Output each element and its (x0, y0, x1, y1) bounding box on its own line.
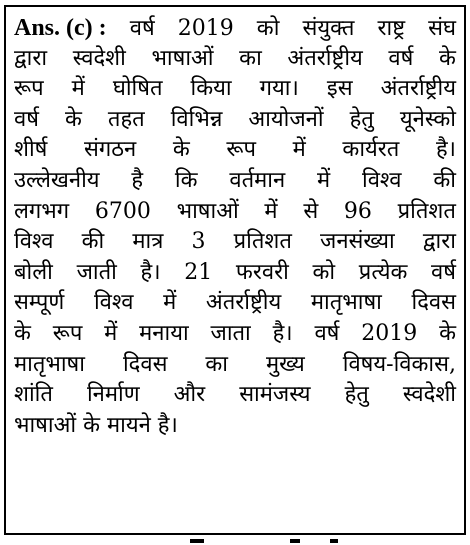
answer-word: स्वदेशी (402, 382, 456, 408)
answer-word: से (303, 198, 319, 224)
answer-word: प्रतिशत (233, 229, 292, 255)
answer-word: विश्व (93, 290, 134, 316)
answer-word: के (14, 320, 31, 346)
answer-line-14 (14, 411, 456, 442)
answer-word: 21 (184, 259, 213, 285)
answer-line-12 (14, 350, 456, 381)
answer-word: प्रतिशत (397, 198, 456, 224)
answer-word: बोली (14, 259, 53, 285)
answer-word: है। (435, 137, 456, 163)
answer-box (4, 5, 466, 535)
answer-line-10 (14, 288, 456, 319)
answer-word: मायने (106, 412, 151, 438)
answer-word: में (163, 290, 177, 316)
answer-word: है। (140, 259, 161, 285)
answer-word: सामंजस्य (239, 382, 311, 408)
answer-word: जाता (210, 320, 251, 346)
answer-word: संयुक्त (302, 16, 355, 41)
answer-word: शीर्ष (14, 137, 48, 163)
answer-word: भाषाओं (14, 412, 77, 438)
answer-word: मनाया (139, 320, 189, 346)
answer-word: विश्व (14, 229, 54, 255)
answer-word: स्वदेशी (72, 45, 126, 71)
answer-word: उल्लेखनीय (14, 167, 100, 193)
answer-word: हेतु (349, 106, 374, 132)
answer-line-6 (14, 166, 456, 197)
answer-word: 2019 (361, 320, 418, 346)
answer-word: दिवस (122, 351, 168, 377)
answer-word: में (264, 198, 278, 224)
answer-word: किया (190, 76, 232, 102)
answer-word: है (131, 167, 144, 193)
answer-word: कार्यरत (342, 137, 400, 163)
answer-word: वर्ष (129, 16, 155, 41)
answer-line-4 (14, 105, 456, 136)
answer-word: द्वारा (422, 229, 456, 255)
answer-word: 2019 (177, 16, 234, 41)
answer-word: वर्ष (431, 259, 456, 285)
answer-word: प्रत्येक (358, 259, 408, 285)
answer-word: 6700 (94, 198, 151, 224)
answer-word: इस (326, 76, 353, 102)
answer-word: लगभग (14, 198, 70, 224)
answer-word: है। (272, 320, 293, 346)
answer-word: हेतु (344, 382, 369, 408)
answer-word: वर्ष (14, 106, 39, 132)
answer-word: कि (174, 167, 198, 193)
answer-line-2 (14, 44, 456, 75)
answer-word: शांति (14, 382, 53, 408)
answer-word: मातृभाषा (14, 351, 85, 377)
answer-word: यूनेस्को (399, 106, 456, 132)
answer-word: द्वारा (14, 45, 48, 71)
answer-word: मात्र (132, 229, 164, 255)
answer-word: मुख्य (265, 351, 305, 377)
answer-word: अंतर्राष्ट्रीय (205, 290, 282, 316)
answer-word: के (439, 320, 456, 346)
answer-word: घोषित (112, 76, 163, 102)
answer-word: में (104, 320, 118, 346)
answer-word: का (205, 351, 229, 377)
answer-word: वर्तमान (229, 167, 286, 193)
answer-word: रूप (226, 137, 257, 163)
answer-word: संघ (428, 16, 456, 41)
answer-word: के (172, 137, 190, 163)
cropped-next-text-fragment (0, 537, 470, 545)
answer-word: के (64, 106, 82, 132)
answer-word: मातृभाषा (310, 290, 382, 316)
answer-word: में (292, 137, 306, 163)
answer-word: जाती (76, 259, 117, 285)
answer-word: अंतर्राष्ट्रीय (287, 45, 363, 71)
answer-word: के (439, 45, 456, 71)
answer-word: आयोजनों (248, 106, 324, 132)
answer-line-5 (14, 135, 456, 166)
answer-word: सम्पूर्ण (14, 290, 65, 316)
answer-word: तहत (107, 106, 145, 132)
answer-line-1 (14, 13, 456, 44)
answer-word: रूप (52, 320, 83, 346)
answer-line-13 (14, 380, 456, 411)
answer-word: वर्ष (314, 320, 340, 346)
answer-word: विभिन्न (170, 106, 223, 132)
answer-word: भाषाओं (176, 198, 239, 224)
answer-word: दिवस (411, 290, 456, 316)
answer-word: गया। (259, 76, 299, 102)
answer-word: रूप (14, 76, 44, 102)
answer-word: राष्ट्र (377, 16, 406, 41)
answer-label: Ans. (c) : (14, 15, 107, 41)
answer-word: को (256, 16, 280, 41)
answer-word: फरवरी (235, 259, 289, 285)
answer-word: की (81, 229, 105, 255)
answer-word: को (312, 259, 336, 285)
answer-word: संगठन (84, 137, 137, 163)
answer-word: में (71, 76, 85, 102)
answer-word: 3 (191, 229, 206, 255)
answer-line-8 (14, 227, 456, 258)
answer-line-9 (14, 258, 456, 289)
answer-word: में (317, 167, 331, 193)
answer-line-11 (14, 319, 456, 350)
answer-word: और (173, 382, 206, 408)
answer-word: विश्व (362, 167, 402, 193)
answer-word: 96 (343, 198, 372, 224)
answer-word: विषय-विकास, (342, 351, 456, 377)
answer-word: जनसंख्या (320, 229, 395, 255)
answer-word: वर्ष (388, 45, 414, 71)
answer-word: अंतर्राष्ट्रीय (380, 76, 456, 102)
answer-word: भाषाओं (151, 45, 214, 71)
answer-word: की (433, 167, 456, 193)
answer-word: है। (157, 412, 178, 438)
answer-word: का (239, 45, 262, 71)
answer-line-3 (14, 74, 456, 105)
answer-line-7 (14, 197, 456, 228)
answer-word: निर्माण (86, 382, 140, 408)
answer-word: के (83, 412, 100, 438)
